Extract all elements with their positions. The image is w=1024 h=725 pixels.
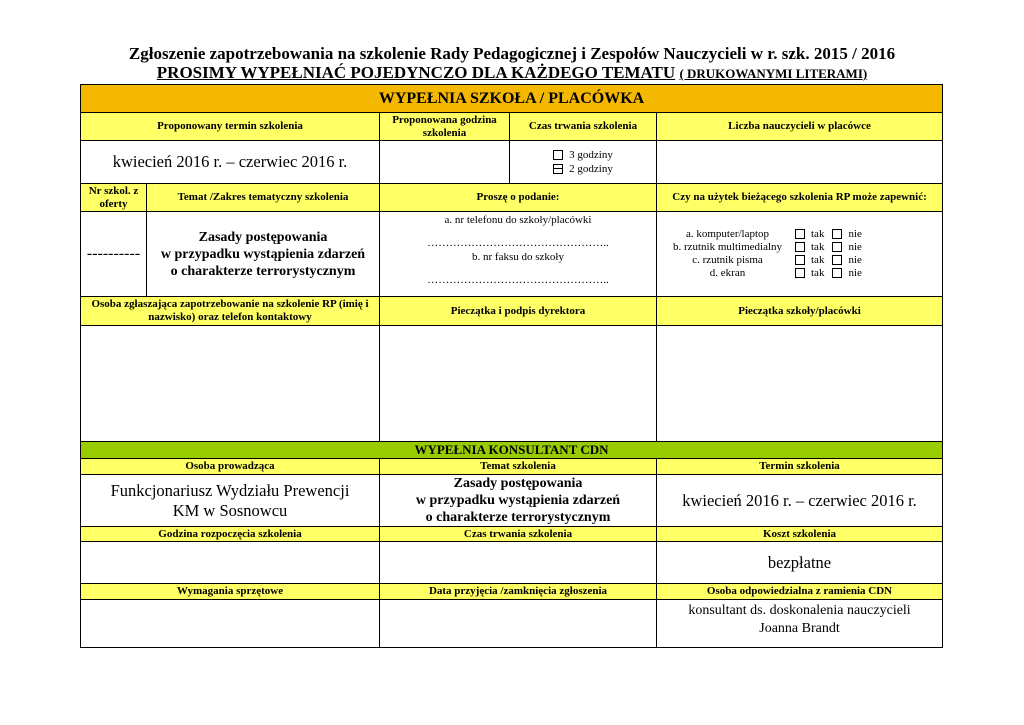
checkbox-icon[interactable]	[795, 242, 805, 252]
header-responsible-person: Osoba odpowiedzialna z ramienia CDN	[657, 584, 943, 600]
equipment-label: a. komputer/laptop	[685, 228, 770, 240]
no-label: nie	[848, 241, 862, 253]
equipment-label: c. rzutnik pisma	[692, 254, 763, 266]
instruction-note: ( DRUKOWANYMI LITERAMI)	[679, 66, 868, 81]
header-training-term: Termin szkolenia	[657, 459, 943, 475]
checkbox-icon[interactable]	[832, 242, 842, 252]
training-term-value[interactable]: kwiecień 2016 r. – czerwiec 2016 r.	[657, 475, 943, 527]
school-section-heading: WYPEŁNIA SZKOŁA / PLACÓWKA	[81, 85, 943, 113]
header-proposed-term: Proponowany termin szkolenia	[81, 113, 380, 141]
checkbox-icon[interactable]	[795, 268, 805, 278]
yes-label: tak	[811, 267, 825, 279]
cdn-duration-field[interactable]	[380, 542, 657, 584]
contact-numbers-cell	[380, 212, 657, 297]
equipment-row	[660, 267, 939, 280]
topic-line: Zasady postępowania	[198, 229, 328, 245]
requesting-person-field[interactable]	[81, 326, 380, 442]
responsible-person-value[interactable]	[657, 600, 943, 648]
equipment-options	[657, 212, 943, 297]
yes-label: tak	[811, 254, 825, 266]
proposed-hour-field[interactable]	[380, 141, 510, 184]
yes-label: tak	[811, 241, 825, 253]
checkbox-checked-icon[interactable]	[553, 164, 563, 174]
form-title: Zgłoszenie zapotrzebowania na szkolenie Rady Pedagogicznej i Zespołów Nauczycieli w r. szk. 2015 / 2016	[128, 44, 896, 63]
fax-field[interactable]: …………………………………………..	[427, 274, 609, 286]
header-start-hour: Godzina rozpoczęcia szkolenia	[81, 527, 380, 542]
duration-option-3h[interactable]	[513, 148, 653, 162]
topic-value[interactable]	[147, 212, 380, 297]
equipment-row	[660, 241, 939, 254]
start-hour-field[interactable]	[81, 542, 380, 584]
equipment-row	[660, 254, 939, 267]
no-label: nie	[848, 254, 862, 266]
teacher-count-field[interactable]	[657, 141, 943, 184]
header-proposed-hour: Proponowana godzina szkolenia	[380, 113, 510, 141]
equipment-row	[660, 228, 939, 241]
topic-line: Zasady postępowania	[453, 476, 583, 491]
header-duration: Czas trwania szkolenia	[510, 113, 657, 141]
equipment-label: b. rzutnik multimedialny	[672, 241, 783, 253]
cost-value[interactable]: bezpłatne	[657, 542, 943, 584]
header-equipment-requirements: Wymagania sprzętowe	[81, 584, 380, 600]
duration-option-label: 3 godziny	[569, 149, 613, 161]
header-cost: Koszt szkolenia	[657, 527, 943, 542]
header-topic: Temat /Zakres tematyczny szkolenia	[147, 184, 380, 212]
checkbox-icon[interactable]	[832, 255, 842, 265]
checkbox-icon[interactable]	[795, 255, 805, 265]
header-cdn-duration: Czas trwania szkolenia	[380, 527, 657, 542]
no-label: nie	[848, 228, 862, 240]
phone-field[interactable]: …………………………………………..	[427, 237, 609, 249]
topic-line: o charakterze terrorystycznym	[170, 263, 356, 279]
header-school-stamp: Pieczątka szkoły/placówki	[657, 297, 943, 326]
topic-line: o charakterze terrorystycznym	[425, 510, 611, 525]
equipment-requirements-field[interactable]	[81, 600, 380, 648]
checkbox-icon[interactable]	[553, 150, 563, 160]
duration-option-2h[interactable]	[513, 162, 653, 176]
school-stamp-field[interactable]	[657, 326, 943, 442]
header-please-provide: Proszę o podanie:	[380, 184, 657, 212]
responsible-line: konsultant ds. doskonalenia nauczycieli	[688, 603, 911, 618]
header-equipment: Czy na użytek bieżącego szkolenia RP może zapewnić:	[657, 184, 943, 212]
checkbox-icon[interactable]	[832, 268, 842, 278]
proposed-term-value[interactable]: kwiecień 2016 r. – czerwiec 2016 r.	[81, 141, 380, 184]
no-label: nie	[848, 267, 862, 279]
header-teacher-count: Liczba nauczycieli w placówce	[657, 113, 943, 141]
cdn-section-heading: WYPEŁNIA KONSULTANT CDN	[81, 442, 943, 459]
header-accept-close-date: Data przyjęcia /zamknięcia zgłoszenia	[380, 584, 657, 600]
request-form-table	[80, 84, 943, 648]
header-requesting-person: Osoba zgłaszająca zapotrzebowanie na szkolenie RP (imię i nazwisko) oraz telefon kontaktowy	[81, 297, 380, 326]
director-stamp-field[interactable]	[380, 326, 657, 442]
instructor-value[interactable]	[81, 475, 380, 527]
training-topic-value[interactable]	[380, 475, 657, 527]
topic-line: w przypadku wystąpienia zdarzeń	[160, 246, 366, 262]
equipment-label: d. ekran	[709, 267, 746, 279]
fax-label: b. nr faksu do szkoły	[472, 251, 564, 263]
duration-option-label: 2 godziny	[569, 163, 613, 175]
instructor-line: KM w Sosnowcu	[172, 500, 288, 520]
topic-line: w przypadku wystąpienia zdarzeń	[415, 493, 621, 508]
header-instructor: Osoba prowadząca	[81, 459, 380, 475]
duration-options	[510, 141, 657, 184]
checkbox-icon[interactable]	[832, 229, 842, 239]
header-director-stamp: Pieczątka i podpis dyrektora	[380, 297, 657, 326]
instructor-line: Funkcjonariusz Wydziału Prewencji	[110, 480, 350, 500]
checkbox-icon[interactable]	[795, 229, 805, 239]
responsible-line: Joanna Brandt	[759, 621, 840, 636]
header-offer-number: Nr szkol. z oferty	[81, 184, 147, 212]
phone-label: a. nr telefonu do szkoły/placówki	[444, 214, 592, 226]
yes-label: tak	[811, 228, 825, 240]
offer-number-value[interactable]: ----------	[81, 212, 147, 297]
header-training-topic: Temat szkolenia	[380, 459, 657, 475]
accept-close-date-field[interactable]	[380, 600, 657, 648]
form-instruction	[0, 63, 1024, 83]
instruction-main: PROSIMY WYPEŁNIAĆ POJEDYNCZO DLA KAŻDEGO TEMATU	[156, 63, 676, 82]
